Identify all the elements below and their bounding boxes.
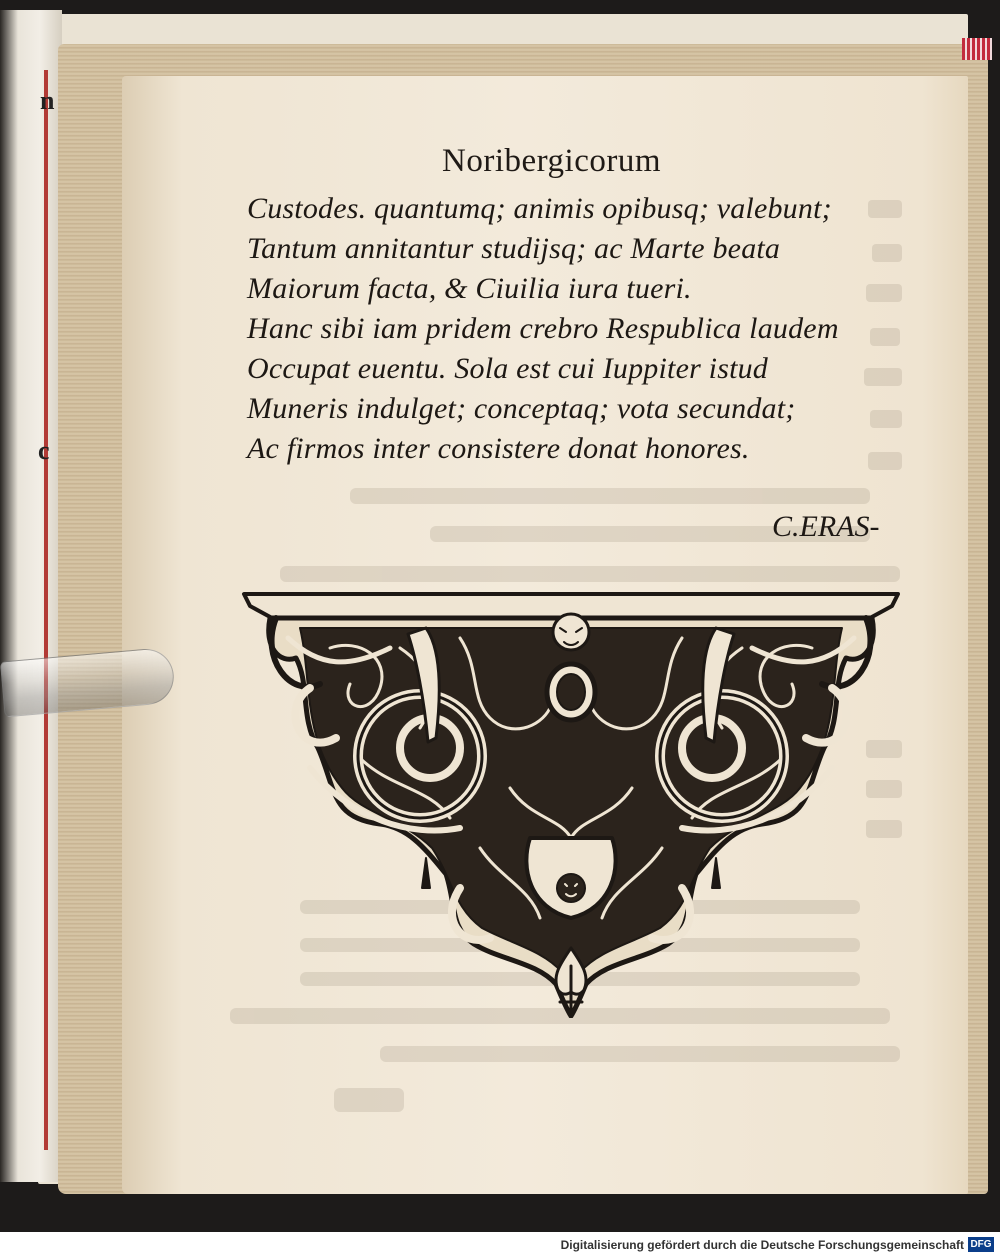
verse-line: Muneris indulget; conceptaq; vota secundat; [247,392,796,425]
catchword: C.ERAS- [772,510,880,543]
cover-red-border [44,70,48,1150]
footer-credit: Digitalisierung gefördert durch die Deutsche Forschungsgemeinschaft [560,1238,964,1252]
verse-line: Tantum annitantur studijsq; ac Marte beata [247,232,781,265]
page-heading: Noribergicorum [442,143,662,179]
bookmark-ribbon [962,38,992,60]
cover-edge-letter: c [38,436,50,465]
verse-line: Custodes. quantumq; animis opibusq; valebunt; [247,192,832,225]
book-cover-edge [0,10,62,1182]
verse-line: Occupat euentu. Sola est cui Iuppiter istud [247,352,769,385]
dfg-logo-icon: DFG [968,1237,994,1252]
verse-line: Maiorum facta, & Ciuilia iura tueri. [247,272,692,305]
verse-line: Ac firmos inter consistere donat honores. [247,432,750,465]
verse-line: Hanc sibi iam pridem crebro Respublica laudem [247,312,839,345]
woodcut-ornament-icon [240,588,902,1018]
cover-edge-letter: n [40,86,55,115]
